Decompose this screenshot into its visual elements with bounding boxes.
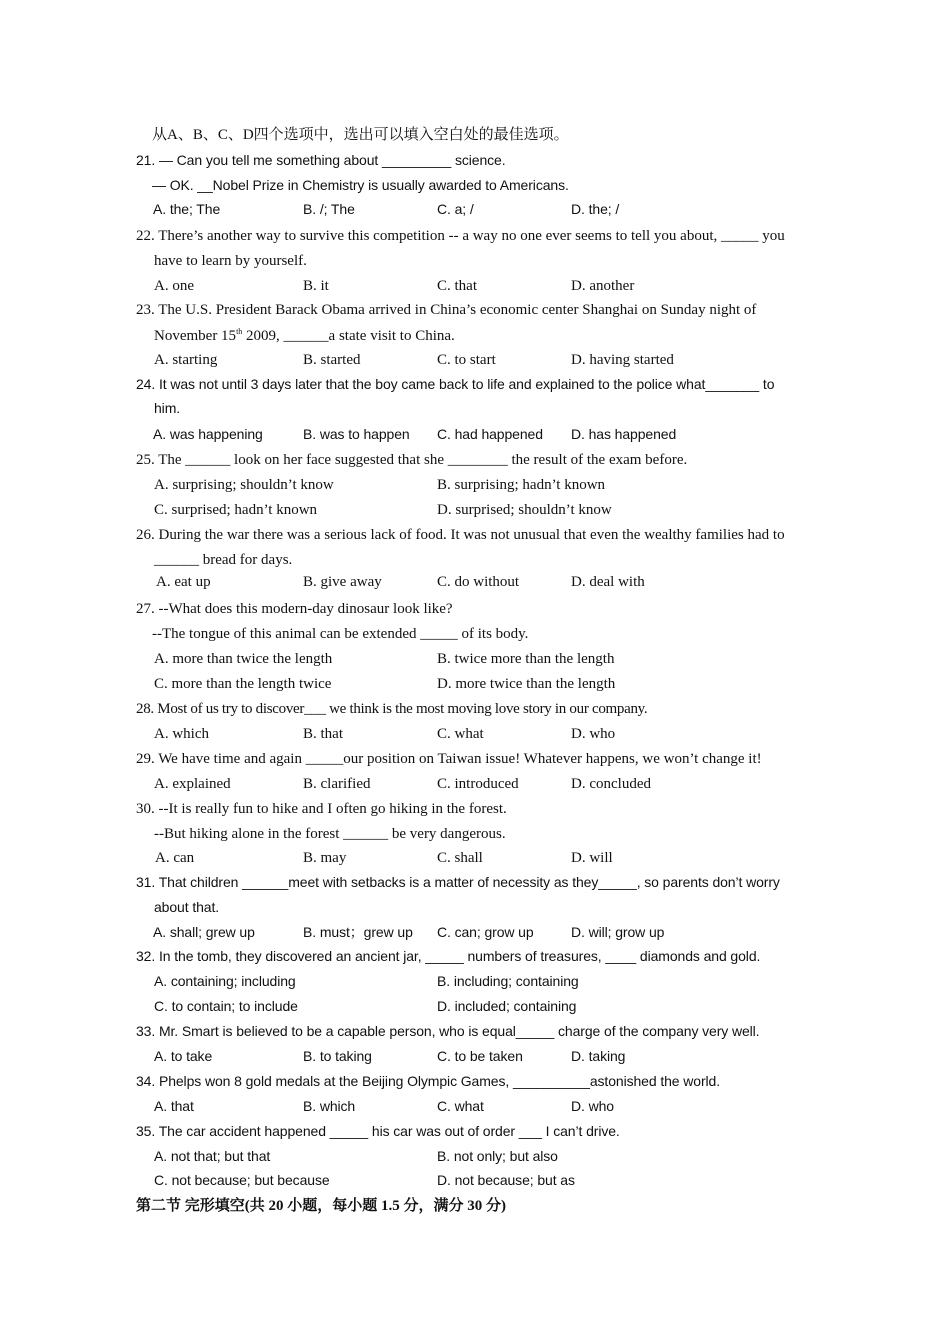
question-30-stem-line2: --But hiking alone in the forest ______ be very dangerous.: [154, 826, 506, 842]
option-d: D. not because; but as: [437, 1172, 575, 1188]
option-b: B. may: [303, 850, 347, 866]
option-d: D. deal with: [571, 574, 645, 590]
question-21-stem: 21. — Can you tell me something about _________ science.: [136, 152, 506, 168]
option-d: D. having started: [571, 352, 674, 368]
option-a: A. was happening: [153, 426, 263, 442]
stem-date: November 15: [154, 328, 237, 344]
question-33-stem: 33. Mr. Smart is believed to be a capable person, who is equal_____ charge of the company very well.: [136, 1023, 760, 1039]
question-26-stem-line2: ______ bread for days.: [154, 552, 293, 568]
question-24-stem-line2: him.: [154, 400, 181, 416]
option-d: D. will: [571, 850, 613, 866]
option-b: B. surprising; hadn’t known: [437, 477, 606, 493]
option-c: C. surprised; hadn’t known: [154, 502, 318, 518]
option-c: C. not because; but because: [154, 1172, 330, 1188]
stem-rest: 2009, ______a state visit to China.: [242, 328, 455, 344]
option-c: C. do without: [437, 574, 520, 590]
option-d: D. who: [571, 1098, 614, 1114]
option-d: D. will; grow up: [571, 924, 665, 940]
option-c: C. introduced: [437, 776, 519, 792]
option-d: D. more twice than the length: [437, 676, 616, 692]
question-23-stem: 23. The U.S. President Barack Obama arrived in China’s economic center Shanghai on Sunday night of: [136, 302, 757, 318]
stem-date-suffix: th: [236, 327, 243, 336]
option-b: B. must；grew up: [303, 924, 413, 940]
option-c: C. can; grow up: [437, 924, 534, 940]
question-30-stem: 30. --It is really fun to hike and I often go hiking in the forest.: [136, 801, 507, 817]
question-32-options-row2: [0, 996, 950, 1016]
question-27-options-row1: [0, 649, 950, 669]
question-22-stem-line2: have to learn by yourself.: [154, 253, 307, 269]
option-d: D. surprised; shouldn’t know: [437, 502, 612, 518]
option-a: A. explained: [154, 776, 231, 792]
option-c: C. more than the length twice: [154, 676, 332, 692]
question-34-stem: 34. Phelps won 8 gold medals at the Beijing Olympic Games, __________astonished the world.: [136, 1073, 721, 1089]
question-24-options: [0, 424, 950, 444]
option-a: A. not that; but that: [154, 1148, 271, 1164]
option-a: A. one: [154, 278, 194, 294]
option-a: A. that: [154, 1098, 194, 1114]
question-27-stem: 27. --What does this modern-day dinosaur look like?: [136, 601, 453, 617]
question-25-options-row2: [0, 500, 950, 520]
option-d: D. has happened: [571, 426, 677, 442]
option-a: A. more than twice the length: [154, 651, 333, 667]
option-d: D. who: [571, 726, 616, 742]
option-a: A. to take: [154, 1048, 213, 1064]
question-27-stem-line2: --The tongue of this animal can be extended _____ of its body.: [152, 626, 529, 642]
option-a: A. can: [155, 850, 195, 866]
option-a: A. surprising; shouldn’t know: [154, 477, 334, 493]
option-b: B. including; containing: [437, 973, 579, 989]
option-d: D. included; containing: [437, 998, 577, 1014]
question-32-stem: 32. In the tomb, they discovered an ancient jar, _____ numbers of treasures, ____ diamonds and gold.: [136, 948, 761, 964]
question-33-options: [0, 1046, 950, 1066]
option-d: D. concluded: [571, 776, 651, 792]
question-31-options: [0, 922, 950, 942]
question-24-stem: 24. It was not until 3 days later that the boy came back to life and explained to the police what_______ to: [136, 376, 775, 392]
question-35-options-row1: [0, 1146, 950, 1166]
question-31-stem: 31. That children ______meet with setbacks is a matter of necessity as they_____, so parents don’t worry: [136, 874, 780, 890]
instruction: 从A、B、C、D四个选项中，选出可以填入空白处的最佳选项。: [152, 127, 569, 143]
option-a: A. containing; including: [154, 973, 296, 989]
option-c: C. what: [437, 726, 484, 742]
option-c: C. a; /: [437, 201, 474, 217]
option-b: B. clarified: [303, 776, 371, 792]
option-b: B. give away: [303, 574, 382, 590]
question-29-options: [0, 774, 950, 794]
question-30-options: [0, 848, 950, 868]
question-28-options: [0, 724, 950, 744]
option-d: D. another: [571, 278, 635, 294]
question-23-options: [0, 350, 950, 370]
question-25-options-row1: [0, 475, 950, 495]
option-c: C. to start: [437, 352, 496, 368]
option-b: B. that: [303, 726, 343, 742]
option-c: C. shall: [437, 850, 483, 866]
option-b: B. was to happen: [303, 426, 410, 442]
option-b: B. started: [303, 352, 361, 368]
option-b: B. not only; but also: [437, 1148, 558, 1164]
section-2-heading: 第二节 完形填空(共 20 小题，每小题 1.5 分，满分 30 分): [136, 1198, 506, 1214]
question-22-options: [0, 276, 950, 296]
question-31-stem-line2: about that.: [154, 899, 220, 915]
question-27-options-row2: [0, 674, 950, 694]
question-35-options-row2: [0, 1170, 950, 1190]
option-b: B. to taking: [303, 1048, 372, 1064]
question-34-options: [0, 1096, 950, 1116]
option-a: A. which: [154, 726, 209, 742]
option-b: B. twice more than the length: [437, 651, 615, 667]
option-b: B. which: [303, 1098, 356, 1114]
option-b: B. /; The: [303, 201, 355, 217]
question-25-stem: 25. The ______ look on her face suggested that she ________ the result of the exam before.: [136, 452, 688, 468]
question-35-stem: 35. The car accident happened _____ his car was out of order ___ I can’t drive.: [136, 1123, 620, 1139]
option-a: A. eat up: [156, 574, 211, 590]
option-b: B. it: [303, 278, 329, 294]
option-d: D. the; /: [571, 201, 620, 217]
option-c: C. that: [437, 278, 477, 294]
option-c: C. had happened: [437, 426, 543, 442]
question-29-stem: 29. We have time and again _____our position on Taiwan issue! Whatever happens, we won’t change it!: [136, 751, 762, 767]
question-26-stem: 26. During the war there was a serious lack of food. It was not unusual that even the wealthy families had to: [136, 527, 785, 543]
question-32-options-row1: [0, 971, 950, 991]
question-23-stem-line2: [154, 326, 455, 346]
option-c: C. what: [437, 1098, 484, 1114]
option-c: C. to be taken: [437, 1048, 523, 1064]
question-28-stem: 28. Most of us try to discover___ we think is the most moving love story in our company.: [136, 701, 648, 717]
question-21-stem-line2: — OK. __Nobel Prize in Chemistry is usually awarded to Americans.: [152, 177, 569, 193]
question-21-options: [0, 199, 950, 219]
option-a: A. shall; grew up: [153, 924, 255, 940]
question-22-stem: 22. There’s another way to survive this competition -- a way no one ever seems to tell you about, _____ you: [136, 228, 785, 244]
option-d: D. taking: [571, 1048, 626, 1064]
option-c: C. to contain; to include: [154, 998, 298, 1014]
option-a: A. starting: [154, 352, 218, 368]
question-26-options: [0, 572, 950, 592]
option-a: A. the; The: [153, 201, 221, 217]
